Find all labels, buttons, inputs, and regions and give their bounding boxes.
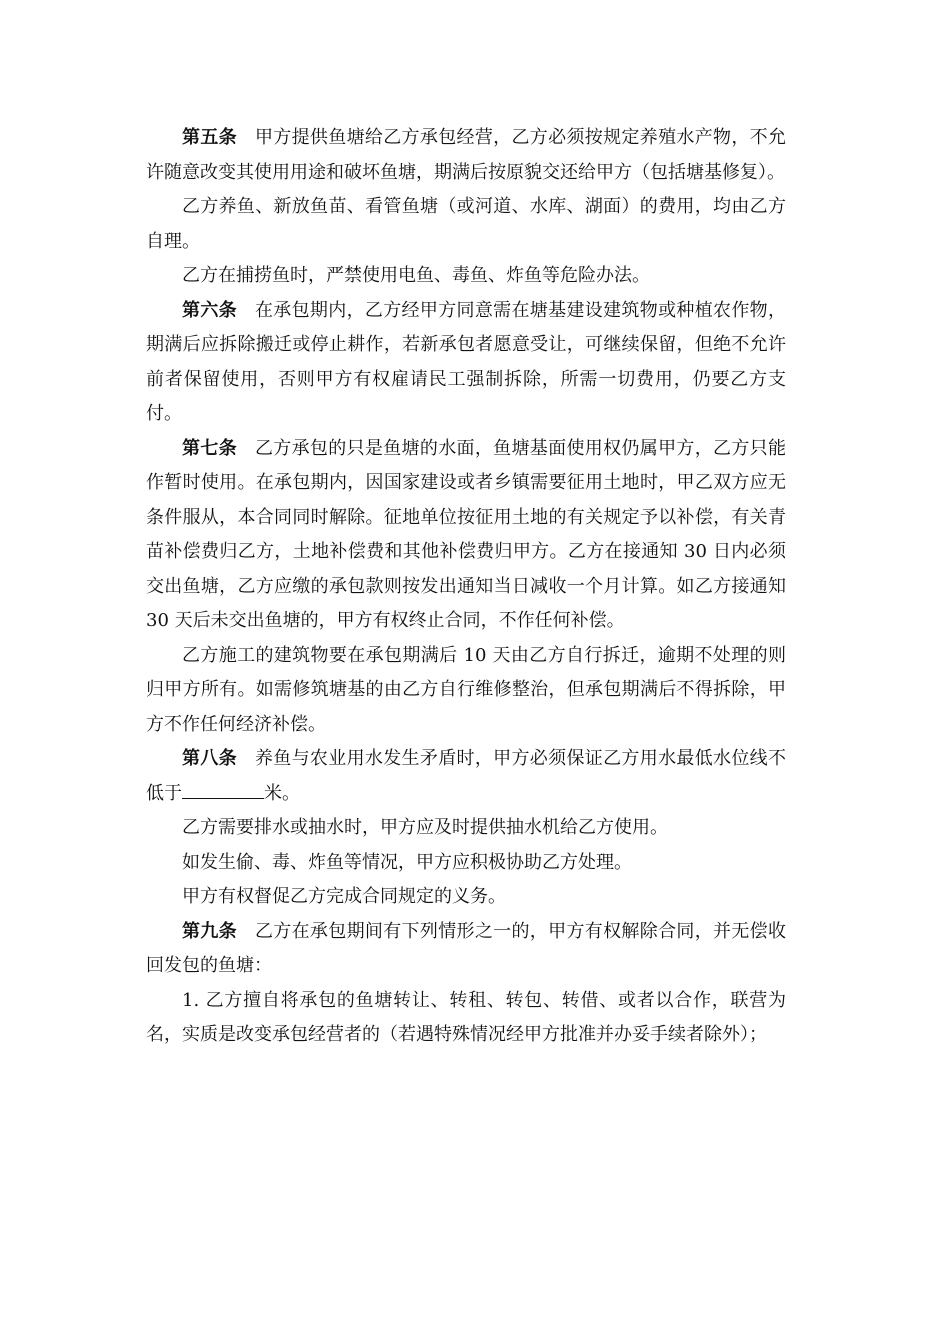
article-7-paragraph-2: 乙方施工的建筑物要在承包期满后 10 天由乙方自行拆迁，逾期不处理的则归甲方所有。如需修筑塘基的由乙方自行维修整治，但承包期满后不得拆除，甲方不作任何经济补偿。	[146, 644, 786, 735]
article-8-heading: 第八条	[182, 748, 237, 769]
article-6-text: 在承包期内，乙方经甲方同意需在塘基建设建筑物或种植农作物，期满后应拆除搬迁或停止耕作，若新承包者愿意受让，可继续保留，但绝不允许前者保留使用，否则甲方有权雇请民工强制拆除，所需一切费用，仍要乙方支付。	[146, 299, 786, 424]
article-5-text: 甲方提供鱼塘给乙方承包经营，乙方必须按规定养殖水产物，不允许随意改变其使用用途和破坏鱼塘，期满后按原貌交还给甲方（包括塘基修复）。	[146, 127, 786, 183]
article-8-text: 养鱼与农业用水发生矛盾时，甲方必须保证乙方用水最低水位线不低于	[146, 748, 786, 804]
article-5-paragraph-3: 乙方在捕捞鱼时，严禁使用电鱼、毒鱼、炸鱼等危险办法。	[182, 265, 650, 286]
article-6-heading: 第六条	[182, 299, 237, 321]
article-8-paragraph-4: 甲方有权督促乙方完成合同规定的义务。	[182, 886, 506, 907]
article-9-item-1: 1. 乙方擅自将承包的鱼塘转让、转租、转包、转借、或者以合作，联营为名，实质是改变承包经营者的（若遇特殊情况经甲方批准并办妥手续者除外）；	[146, 989, 786, 1045]
article-5-paragraph	[146, 121, 786, 190]
article-7-paragraph	[146, 432, 786, 639]
article-5-paragraph-2: 乙方养鱼、新放鱼苗、看管鱼塘（或河道、水库、湖面）的费用，均由乙方自理。	[146, 196, 786, 252]
article-9-paragraph	[146, 915, 786, 984]
article-5-heading: 第五条	[182, 127, 237, 148]
article-8-unit: 米。	[264, 782, 300, 804]
article-7-heading: 第七条	[182, 437, 237, 459]
article-9-text: 乙方在承包期间有下列情形之一的，甲方有权解除合同，并无偿收回发包的鱼塘：	[146, 920, 786, 976]
article-7-text: 乙方承包的只是鱼塘的水面，鱼塘基面使用权仍属甲方，乙方只能作暂时使用。在承包期内，因国家建设或者乡镇需要征用土地时，甲乙双方应无条件服从，本合同同时解除。征地单位按征用土地的有关规定予以补偿，有关青苗补偿费归乙方，土地补偿费和其他补偿费归甲方。乙方在接通知 30 日内必须交出鱼塘，乙方应缴的承包款则按发出通知当日减收一个月计算。如乙方接通知 30 天后未交出鱼塘的，甲方有权终止合同，不作任何补偿。	[146, 437, 786, 631]
water-level-blank	[182, 778, 264, 799]
article-8-paragraph-2: 乙方需要排水或抽水时，甲方应及时提供抽水机给乙方使用。	[182, 817, 668, 838]
article-8-paragraph	[146, 742, 786, 811]
contract-page	[146, 121, 786, 1053]
article-9-heading: 第九条	[182, 920, 237, 942]
article-6-paragraph	[146, 294, 786, 432]
article-8-paragraph-3: 如发生偷、毒、炸鱼等情况，甲方应积极协助乙方处理。	[182, 851, 632, 873]
